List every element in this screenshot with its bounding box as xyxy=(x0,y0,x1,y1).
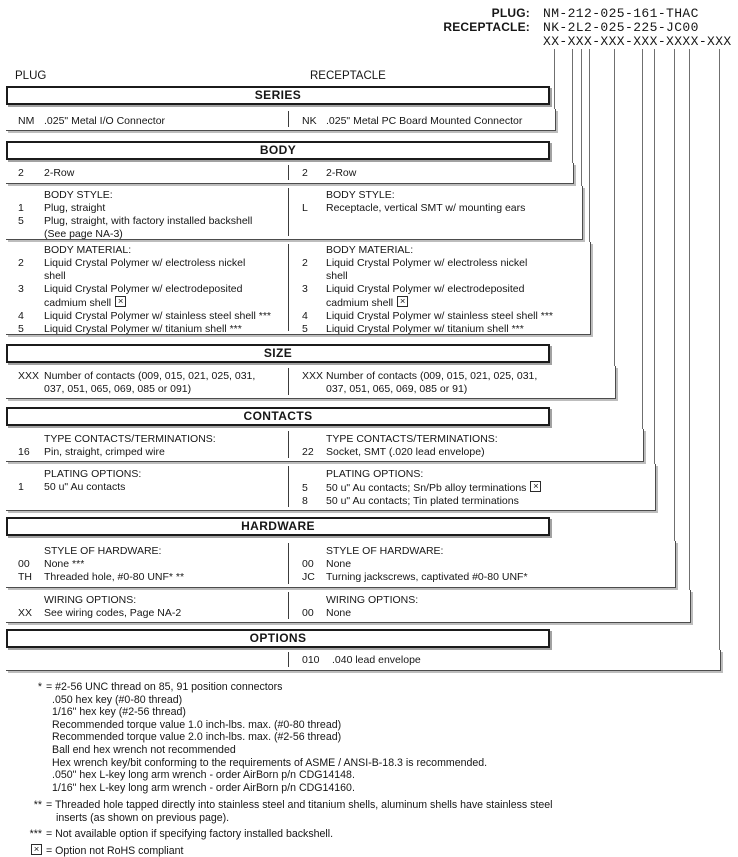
body-material-receptacle-row: 4 Liquid Crystal Polymer w/ stainless steel shell *** xyxy=(302,310,554,322)
footnote-star-line: Recommended torque value 1.0 inch-lbs. max. (#0-80 thread) xyxy=(52,718,342,731)
wiring-block xyxy=(6,590,691,623)
contacts-type-receptacle-row: 22 Socket, SMT (.020 lead envelope) xyxy=(302,446,485,458)
series-plug-row: NM .025" Metal I/O Connector xyxy=(18,115,166,127)
tick-line-hardware-style xyxy=(674,49,675,541)
not-rohs-icon xyxy=(115,296,126,307)
footnote-rohs: ×= Option not RoHS compliant xyxy=(8,844,553,857)
hardware-style-receptacle-row: 00 None xyxy=(302,558,352,570)
hardware-style-receptacle-column xyxy=(302,545,528,584)
contacts-type-receptacle-title: TYPE CONTACTS/TERMINATIONS: xyxy=(326,433,498,445)
body-style-plug-title: BODY STYLE: xyxy=(44,189,113,201)
body-material-plug-column xyxy=(12,244,271,336)
body-style-receptacle-column xyxy=(302,189,525,215)
hardware-header: HARDWARE xyxy=(6,517,550,536)
size-receptacle-row: XXX Number of contacts (009, 015, 021, 025, 031, xyxy=(302,370,538,382)
size-plug-column xyxy=(12,370,255,396)
contacts-type-block xyxy=(6,429,644,462)
plug-part-number-label: PLUG: xyxy=(491,6,530,20)
body-material-plug-row: 3 Liquid Crystal Polymer w/ electrodeposited xyxy=(18,283,243,295)
body-material-plug-row: 4 Liquid Crystal Polymer w/ stainless steel shell *** xyxy=(18,310,272,322)
contacts-type-plug-row: 16 Pin, straight, crimped wire xyxy=(18,446,165,458)
plating-receptacle-title: PLATING OPTIONS: xyxy=(326,468,424,480)
wiring-receptacle-row: 00 None xyxy=(302,607,352,619)
body-style-column-divider xyxy=(288,188,289,236)
body-material-receptacle-row-continued: cadmium shell× xyxy=(302,296,553,310)
code-mask-value: XX-XXX-XXX-XXX-XXXX-XXX xyxy=(543,34,732,49)
hardware-style-receptacle-row: JC Turning jackscrews, captivated #0-80 UNF* xyxy=(302,571,528,583)
tick-line-plating xyxy=(654,49,655,464)
tick-line-options xyxy=(719,49,720,650)
body-material-receptacle-title: BODY MATERIAL: xyxy=(326,244,414,256)
series-block xyxy=(6,109,556,131)
receptacle-column-label: RECEPTACLE xyxy=(310,70,386,82)
contacts-type-plug-title: TYPE CONTACTS/TERMINATIONS: xyxy=(44,433,216,445)
hardware-style-receptacle-title: STYLE OF HARDWARE: xyxy=(326,545,444,557)
footnote-star-line: Hex wrench key/bit conforming to the requirements of ASME / ANSI-B-18.3 is recommended. xyxy=(52,756,488,769)
plating-receptacle-column xyxy=(302,468,541,508)
series-receptacle-row: NK .025" Metal PC Board Mounted Connector xyxy=(302,115,523,127)
hardware-style-plug-row: TH Threaded hole, #0-80 UNF* ** xyxy=(18,571,185,583)
options-receptacle-column xyxy=(302,654,421,667)
hardware-style-column-divider xyxy=(288,543,289,584)
contacts-header: CONTACTS xyxy=(6,407,550,426)
plating-plug-column xyxy=(12,468,141,494)
body-material-receptacle-row: 5 Liquid Crystal Polymer w/ titanium shell *** xyxy=(302,323,524,335)
body-style-receptacle-title: BODY STYLE: xyxy=(326,189,395,201)
body-material-receptacle-row: 2 Liquid Crystal Polymer w/ electroless nickel xyxy=(302,257,528,269)
wiring-column-divider xyxy=(288,592,289,619)
tick-line-body-row xyxy=(572,49,573,163)
body-material-plug-title: BODY MATERIAL: xyxy=(44,244,132,256)
hardware-style-block xyxy=(6,541,676,588)
body-row-column-divider xyxy=(288,165,289,180)
tick-line-body-material xyxy=(589,49,590,242)
triple-star-marker: *** xyxy=(29,827,42,840)
body-style-plug-column xyxy=(12,189,252,241)
wiring-receptacle-title: WIRING OPTIONS: xyxy=(326,594,419,606)
contacts-type-column-divider xyxy=(288,431,289,458)
footnotes xyxy=(8,681,553,857)
size-plug-row-continued: 037, 051, 065, 069, 085 or 091) xyxy=(44,383,192,395)
plating-receptacle-row: 5 50 u" Au contacts; Sn/Pb alloy terminations× xyxy=(302,481,541,495)
body-material-plug-row-continued: shell xyxy=(44,270,66,282)
wiring-plug-column xyxy=(12,594,181,620)
tick-line-size xyxy=(614,49,615,366)
plug-column-label: PLUG xyxy=(15,70,47,82)
plating-column-divider xyxy=(288,466,289,507)
body-header: BODY xyxy=(6,141,550,160)
plating-plug-title: PLATING OPTIONS: xyxy=(44,468,142,480)
options-block xyxy=(6,650,721,671)
footnote-star-line: .050 hex key (#0-80 thread) xyxy=(52,693,183,706)
footnote-star-line: Recommended torque value 2.0 inch-lbs. max. (#2-56 thread) xyxy=(52,731,342,744)
body-material-column-divider xyxy=(288,244,289,331)
hardware-style-plug-title: STYLE OF HARDWARE: xyxy=(44,545,162,557)
body-row-receptacle: 2 2-Row xyxy=(302,167,357,179)
options-receptacle-row: 010 .040 lead envelope xyxy=(302,654,421,666)
plating-block xyxy=(6,464,656,511)
footnote-star-line: 1/16" hex L-key long arm wrench - order AirBorn p/n CDG14160. xyxy=(52,781,355,794)
not-rohs-icon xyxy=(530,481,541,492)
size-receptacle-row-continued: 037, 051, 065, 069, 085 or 91) xyxy=(326,383,468,395)
star-marker: * xyxy=(37,681,42,693)
body-material-plug-row: 2 Liquid Crystal Polymer w/ electroless nickel xyxy=(18,257,246,269)
body-material-receptacle-column xyxy=(302,244,553,336)
series-column-divider xyxy=(288,111,289,127)
body-material-plug-row: 5 Liquid Crystal Polymer w/ titanium shell *** xyxy=(18,323,242,335)
series-header: SERIES xyxy=(6,86,550,105)
tick-line-contacts-type xyxy=(642,49,643,429)
contacts-type-receptacle-column xyxy=(302,433,498,459)
options-column-divider xyxy=(288,652,289,667)
contacts-type-plug-column xyxy=(12,433,216,459)
series-plug-column xyxy=(12,115,165,128)
body-row-plug: 2 2-Row xyxy=(18,167,75,179)
body-material-block xyxy=(6,242,591,335)
body-material-receptacle-row-continued: shell xyxy=(326,270,348,282)
not-rohs-icon xyxy=(397,296,408,307)
wiring-receptacle-column xyxy=(302,594,418,620)
hardware-style-plug-column xyxy=(12,545,184,584)
tick-line-series xyxy=(554,49,555,109)
body-material-plug-row-continued: cadmium shell× xyxy=(12,296,271,310)
footnote-star-line: .050" hex L-key long arm wrench - order AirBorn p/n CDG14148. xyxy=(52,769,355,782)
size-plug-row: XXX Number of contacts (009, 015, 021, 025, 031, xyxy=(18,370,256,382)
body-style-plug-row: 1 Plug, straight xyxy=(18,202,106,214)
size-receptacle-column xyxy=(302,370,537,396)
plating-receptacle-row: 8 50 u" Au contacts; Tin plated terminations xyxy=(302,495,519,507)
footnote-double-star-line: inserts (as shown on previous page). xyxy=(56,811,230,824)
wiring-plug-row: XX See wiring codes, Page NA-2 xyxy=(18,607,182,619)
plating-plug-row: 1 50 u" Au contacts xyxy=(18,481,126,493)
footnote-double-star: ** = Threaded hole tapped directly into stainless steel and titanium shells, aluminum shells have stainless steel xyxy=(8,799,553,812)
body-material-receptacle-row: 3 Liquid Crystal Polymer w/ electrodeposited xyxy=(302,283,525,295)
body-style-block xyxy=(6,186,583,240)
body-style-receptacle-row: L Receptacle, vertical SMT w/ mounting ears xyxy=(302,202,526,214)
double-star-marker: ** xyxy=(33,799,42,812)
body-style-plug-row-continued: (See page NA-3) xyxy=(44,228,123,240)
footnote-star: * = #2-56 UNC thread on 85, 91 position connectors xyxy=(8,681,553,694)
body-row-block xyxy=(6,163,574,184)
size-block xyxy=(6,366,616,399)
footnote-star-line: Ball end hex wrench not recommended xyxy=(52,743,236,756)
body-style-plug-row: 5 Plug, straight, with factory installed backshell xyxy=(18,215,253,227)
receptacle-part-number-value: NK-2L2-025-225-JC00 xyxy=(543,20,699,35)
plug-part-number-value: NM-212-025-161-THAC xyxy=(543,6,699,21)
footnote-star-line: 1/16" hex key (#2-56 thread) xyxy=(52,706,186,719)
footnote-triple-star: *** = Not available option if specifying factory installed backshell. xyxy=(8,828,553,841)
hardware-style-plug-row: 00 None *** xyxy=(18,558,85,570)
tick-line-wiring xyxy=(689,49,690,590)
size-header: SIZE xyxy=(6,344,550,363)
tick-line-body-style xyxy=(581,49,582,186)
size-column-divider xyxy=(288,368,289,395)
options-header: OPTIONS xyxy=(6,629,550,648)
not-rohs-icon xyxy=(31,844,42,855)
receptacle-part-number-label: RECEPTACLE: xyxy=(443,20,530,34)
wiring-plug-title: WIRING OPTIONS: xyxy=(44,594,137,606)
series-receptacle-column xyxy=(302,115,522,128)
